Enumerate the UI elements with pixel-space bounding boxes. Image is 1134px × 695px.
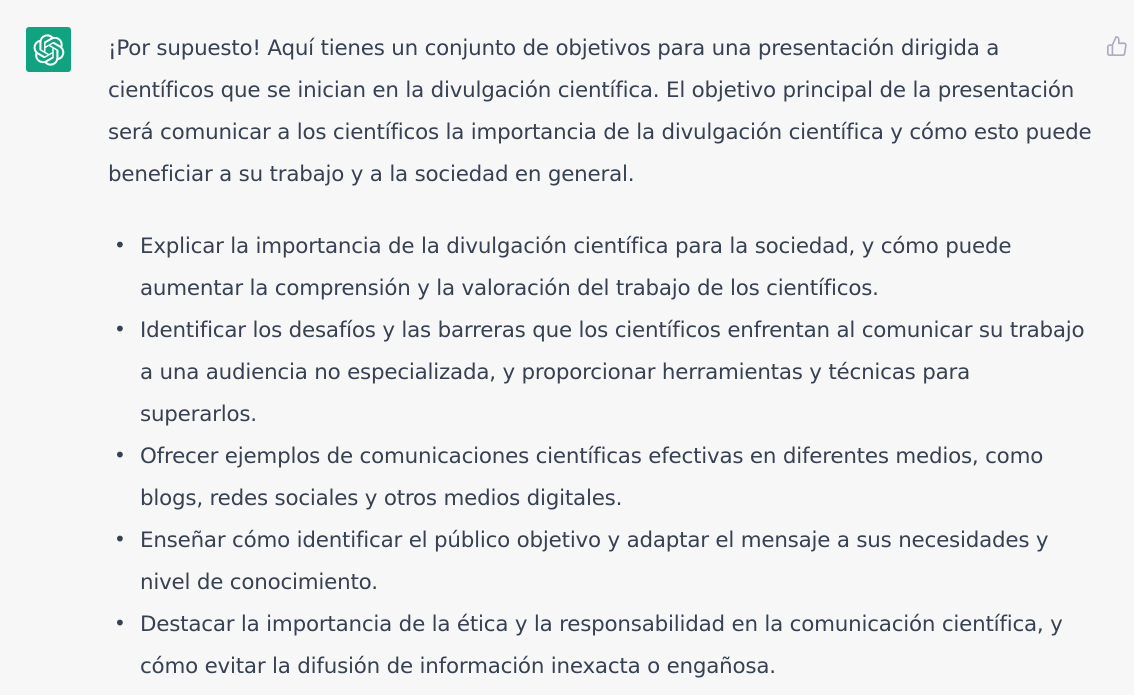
thumbs-up-icon xyxy=(1106,35,1128,57)
bullet-icon: • xyxy=(114,527,126,551)
message-intro: ¡Por supuesto! Aquí tienes un conjunto de objetivos para una presentación dirigida a científicos que se inician en la divulgación científica. El objetivo principal de la presentación será comunicar a los científicos la importancia de la divulgación científica y cómo esto puede beneficiar a su trabajo y a la sociedad en general. xyxy=(108,36,1092,187)
list-item-text: Enseñar cómo identificar el público objetivo y adaptar el mensaje a sus necesidades y nivel de conocimiento. xyxy=(140,528,1049,595)
message-content xyxy=(108,28,1098,688)
thumbs-up-button[interactable] xyxy=(1104,33,1130,59)
list-item xyxy=(108,436,1085,520)
list-item xyxy=(108,604,1085,688)
list-item-text: Ofrecer ejemplos de comunicaciones científicas efectivas en diferentes medios, como blogs, redes sociales y otros medios digitales. xyxy=(140,444,1044,511)
bullet-icon: • xyxy=(114,443,126,467)
objectives-list xyxy=(108,226,1098,688)
list-item xyxy=(108,226,1085,310)
list-item-text: Identificar los desafíos y las barreras que los científicos enfrentan al comunicar su trabajo a una audiencia no especializada, y proporcionar herramientas y técnicas para superarlos. xyxy=(140,318,1085,427)
openai-logo-icon xyxy=(33,34,65,66)
list-item xyxy=(108,520,1085,604)
bullet-icon: • xyxy=(114,611,126,635)
list-item-text: Explicar la importancia de la divulgación científica para la sociedad, y cómo puede aumentar la comprensión y la valoración del trabajo de los científicos. xyxy=(140,234,1012,301)
bullet-icon: • xyxy=(114,233,126,257)
bullet-icon: • xyxy=(114,317,126,341)
list-item xyxy=(108,310,1085,436)
list-item-text: Destacar la importancia de la ética y la responsabilidad en la comunicación científica, y cómo evitar la difusión de información inexacta o engañosa. xyxy=(140,612,1063,679)
assistant-avatar xyxy=(26,27,71,72)
